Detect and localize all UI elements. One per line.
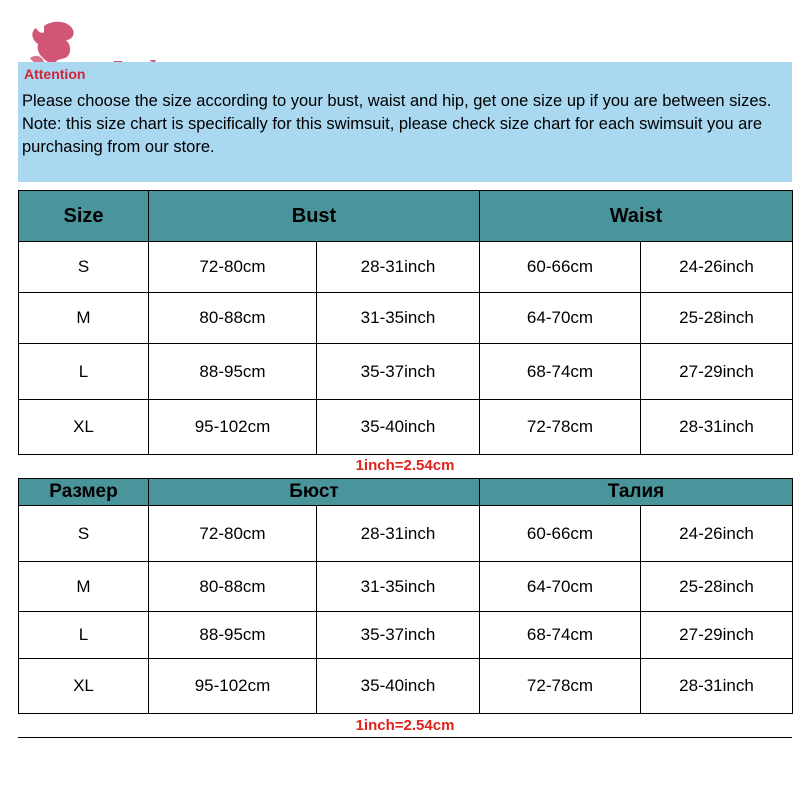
cell-bust-inch: 31-35inch [317, 562, 480, 612]
header-bust: Бюст [149, 479, 480, 506]
table-row [19, 562, 793, 612]
cell-waist-inch: 28-31inch [641, 400, 793, 455]
cell-size: S [19, 242, 149, 293]
cell-bust-cm: 80-88cm [149, 293, 317, 344]
cell-bust-cm: 95-102cm [149, 659, 317, 714]
header-waist: Waist [480, 191, 793, 242]
header-waist: Талия [480, 479, 793, 506]
cell-size: L [19, 612, 149, 659]
attention-label: Attention [24, 66, 86, 82]
cell-bust-cm: 88-95cm [149, 612, 317, 659]
cell-waist-inch: 25-28inch [641, 562, 793, 612]
cell-size: M [19, 293, 149, 344]
cell-waist-cm: 68-74cm [480, 344, 641, 400]
cell-size: L [19, 344, 149, 400]
cell-waist-cm: 60-66cm [480, 242, 641, 293]
cell-size: XL [19, 659, 149, 714]
attention-notice [18, 62, 792, 182]
cell-bust-inch: 35-37inch [317, 612, 480, 659]
cell-bust-cm: 72-80cm [149, 506, 317, 562]
cell-bust-inch: 28-31inch [317, 242, 480, 293]
cell-waist-cm: 64-70cm [480, 293, 641, 344]
table-row [19, 400, 793, 455]
cell-bust-inch: 35-40inch [317, 400, 480, 455]
table-row [19, 659, 793, 714]
table-row [19, 344, 793, 400]
header-size: Size [19, 191, 149, 242]
notice-text [22, 90, 790, 159]
cell-bust-cm: 88-95cm [149, 344, 317, 400]
conversion-note: 1inch=2.54cm [355, 457, 455, 474]
cell-waist-cm: 68-74cm [480, 612, 641, 659]
cell-bust-cm: 72-80cm [149, 242, 317, 293]
header-bust: Bust [149, 191, 480, 242]
cell-waist-cm: 60-66cm [480, 506, 641, 562]
cell-bust-cm: 80-88cm [149, 562, 317, 612]
cell-size: XL [19, 400, 149, 455]
cell-waist-cm: 72-78cm [480, 400, 641, 455]
table-header-row [19, 191, 793, 242]
cell-waist-inch: 25-28inch [641, 293, 793, 344]
table-header-row [19, 479, 793, 506]
cell-waist-inch: 27-29inch [641, 612, 793, 659]
table-row [19, 293, 793, 344]
conversion-note: 1inch=2.54cm [355, 717, 455, 734]
cell-size: M [19, 562, 149, 612]
size-chart-russian [18, 478, 793, 714]
cell-waist-inch: 24-26inch [641, 242, 793, 293]
cell-waist-inch: 28-31inch [641, 659, 793, 714]
cell-bust-inch: 28-31inch [317, 506, 480, 562]
cell-waist-cm: 64-70cm [480, 562, 641, 612]
table-row [19, 506, 793, 562]
notice-line-size-advice: Please choose the size according to your bust, waist and hip, get one size up if you are between sizes. [22, 92, 772, 110]
cell-bust-cm: 95-102cm [149, 400, 317, 455]
table-row [19, 612, 793, 659]
cell-waist-cm: 72-78cm [480, 659, 641, 714]
cell-size: S [19, 506, 149, 562]
cell-bust-inch: 31-35inch [317, 293, 480, 344]
cell-bust-inch: 35-40inch [317, 659, 480, 714]
divider [18, 737, 792, 738]
cell-bust-inch: 35-37inch [317, 344, 480, 400]
header-size: Размер [19, 479, 149, 506]
size-chart-english [18, 190, 793, 455]
cell-waist-inch: 27-29inch [641, 344, 793, 400]
notice-line-note: Note: this size chart is specifically for this swimsuit, please check size chart for each swimsuit you are purchasing from our store. [22, 115, 763, 156]
cell-waist-inch: 24-26inch [641, 506, 793, 562]
table-row [19, 242, 793, 293]
